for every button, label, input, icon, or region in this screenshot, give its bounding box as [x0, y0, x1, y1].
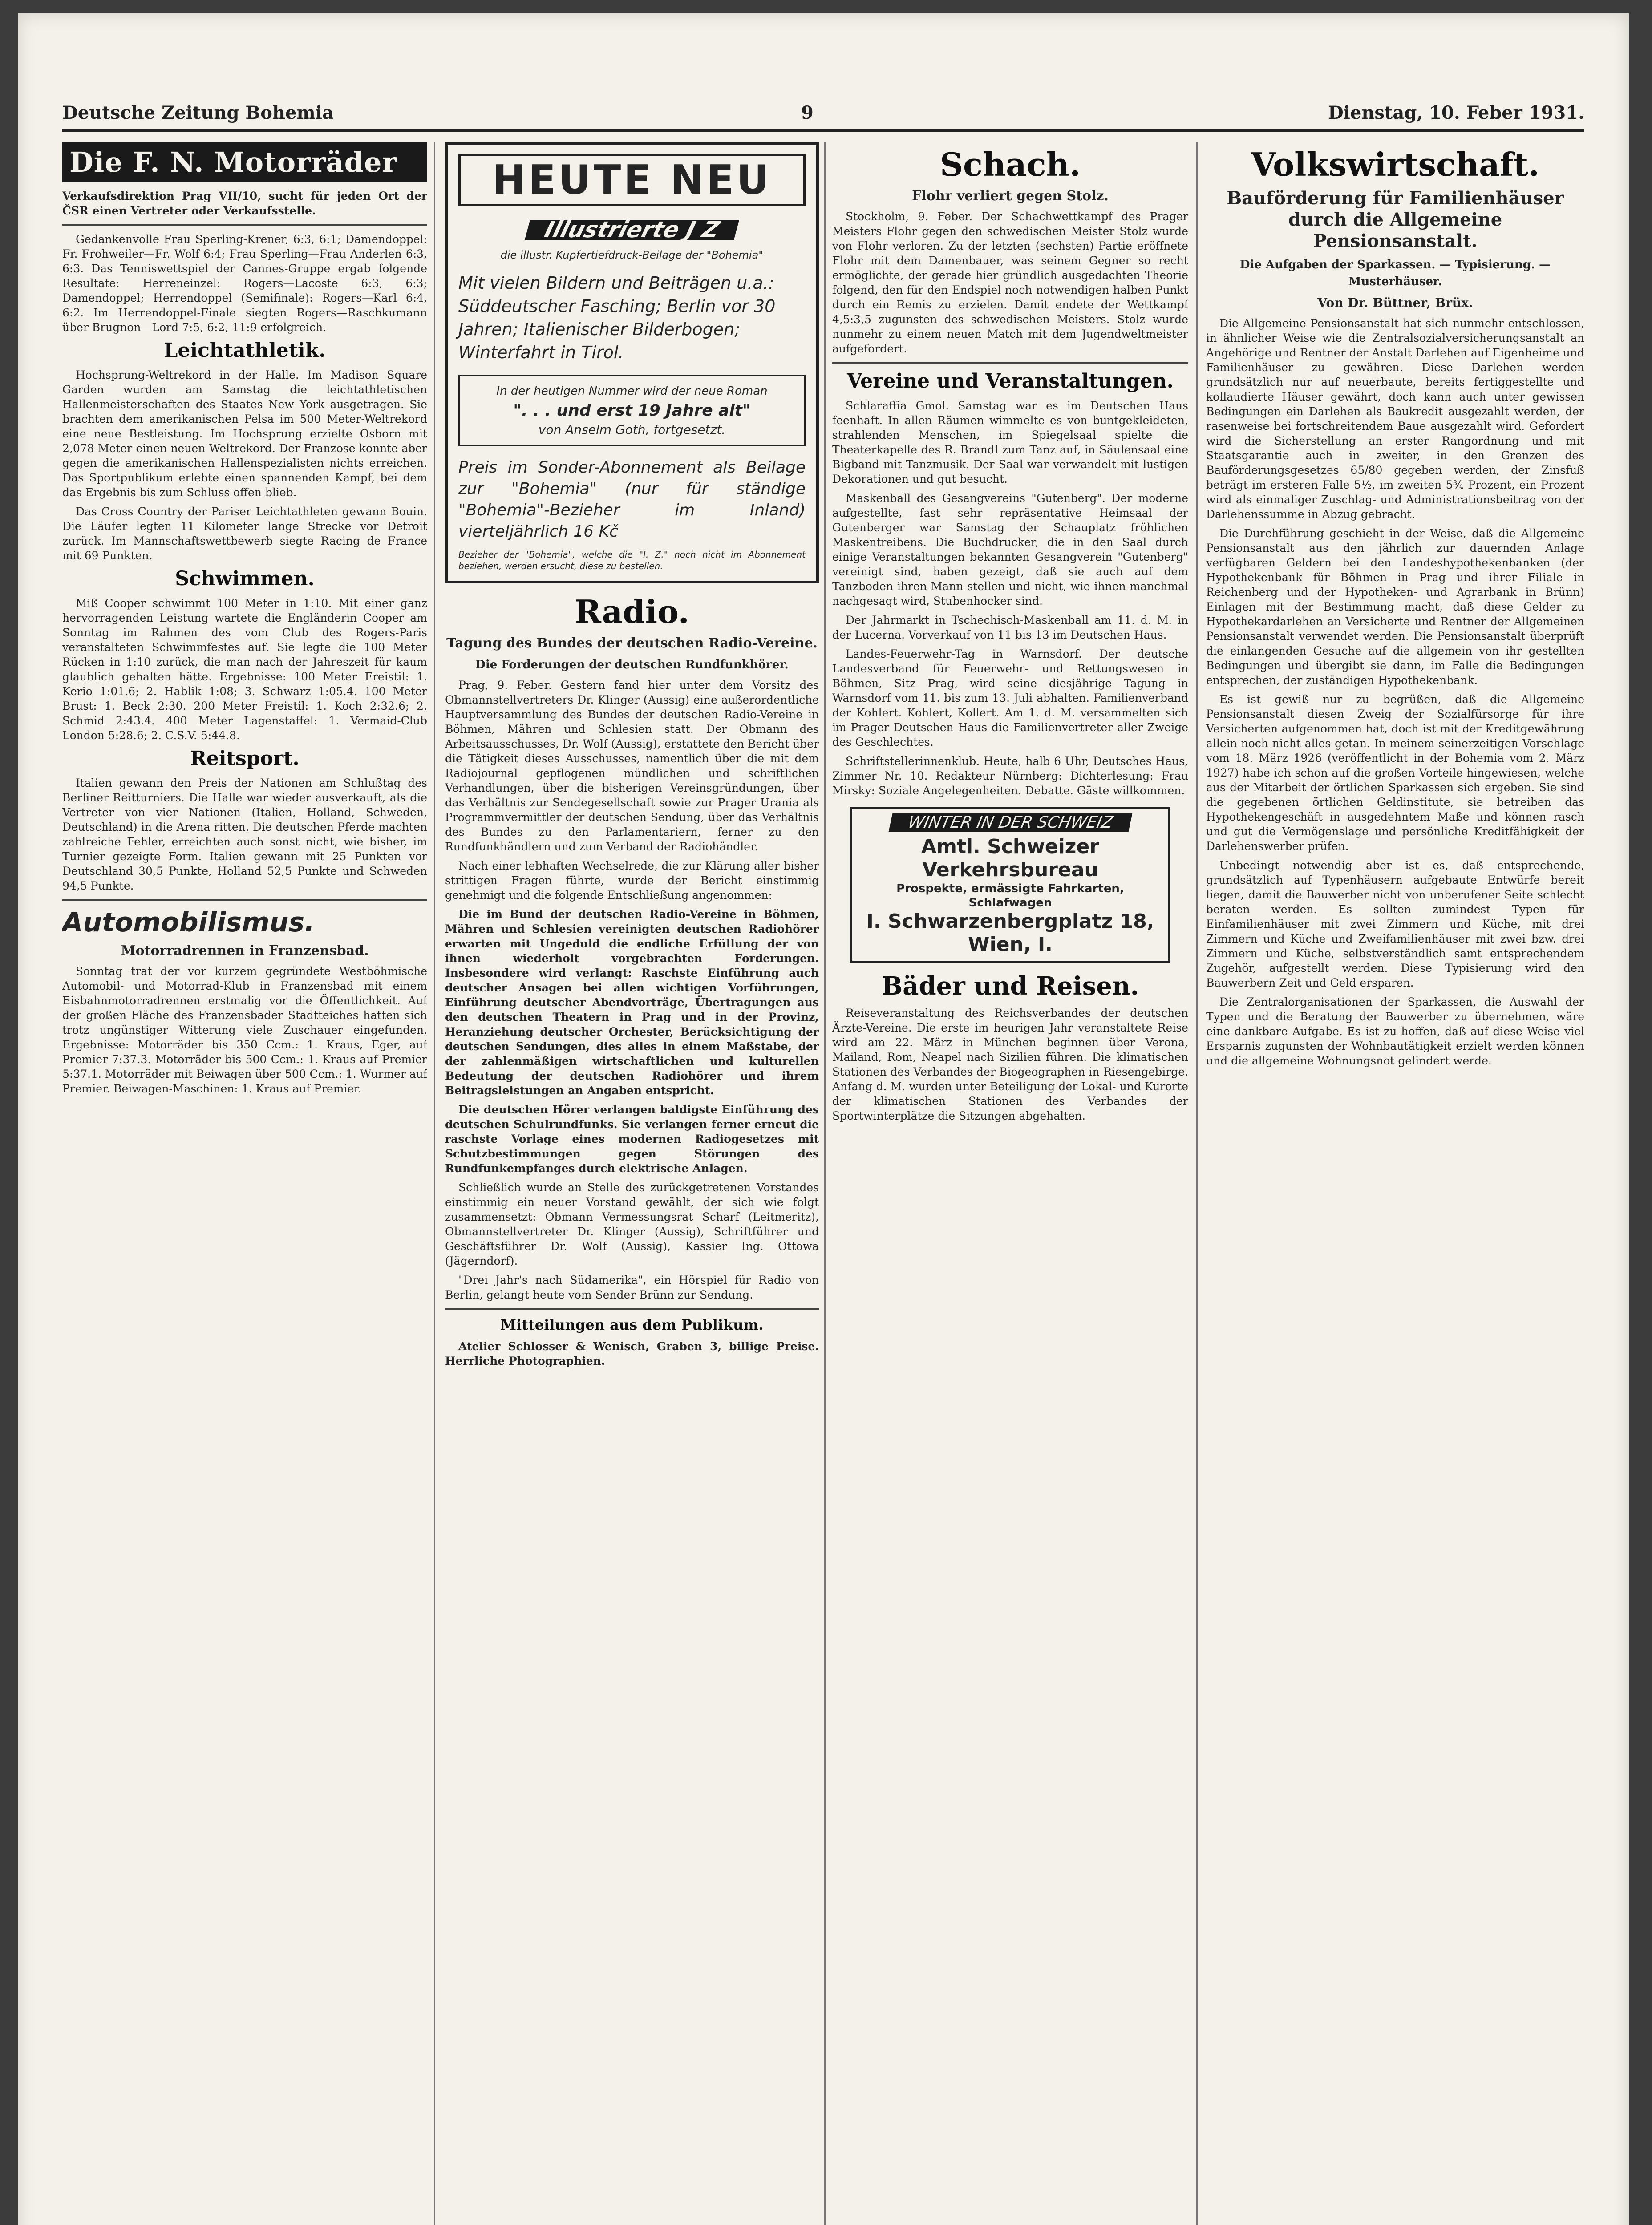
- volkswirtschaft-subheading-2: Die Aufgaben der Sparkassen. — Typisierung. — Musterhäuser.: [1239, 258, 1551, 288]
- illustrierte-beilage-ad: [445, 142, 819, 583]
- divider: [445, 1308, 819, 1310]
- leichtathletik-article: Hochsprung-Weltrekord in der Halle. Im Madison Square Garden wurden am Samstag die leichtathletischen Hallenmeisterschaften des Staates New York ausgetragen. Sie brachten dem amerikanischen Pelsa im 500 Meter-Weltrekord eine neue Bestleistung. Im Hochsprung erzielte Osborn mit 2,078 Meter einen neuen Weltrekord. Der Franzose konnte aber gegen die amerikanischen Hallenspezialisten nichts erreichen. Das Sportpublikum erlebte einen spannenden Kampf, bei dem das Ergebnis bis zum Schluss offen blieb.: [62, 368, 427, 499]
- newspaper-page: [18, 13, 1629, 2225]
- column-rule: [824, 142, 826, 2225]
- abonnement-price: Preis im Sonder-Abonnement als Beilage zur "Bohemia" (nur für ständige "Bohemia"-Bezieher im Inland) vierteljährlich 16 Kč: [458, 458, 806, 541]
- column-volkswirtschaft: [1206, 142, 1584, 2225]
- volkswirtschaft-p2: Die Durchführung geschieht in der Weise, daß die Allgemeine Pensionsanstalt aus den jährlich zur dauernden Anlage verfügbaren Geldern bei den Landeshypothekenbanken (der Hypothekenbank für Böhmen in Prag und ihrer Filiale in Reichenberg und der Hypotheken- und Agrarbank in Brünn) Einlagen mit der Bestimmung macht, daß diese Gelder zu Hypothekardarlehen an Versicherte und Rentner der Allgemeinen Pensionsanstalt verwendet werden. Die Pensionsanstalt überprüft die einlangenden Gesuche auf die allgemein von ihr gestellten Bedingungen und übergibt sie dann, im Falle die Bedingungen entsprechen, der zuständigen Hypothekenbank.: [1206, 527, 1584, 687]
- schwimmen-heading: Schwimmen.: [175, 567, 315, 590]
- masthead-newspaper-name: Deutsche Zeitung Bohemia: [62, 102, 334, 123]
- abonnement-fine-print: Bezieher der "Bohemia", welche die "I. Z." noch nicht im Abonnement beziehen, werden ersucht, diese zu bestellen.: [458, 549, 806, 571]
- roman-notice: [458, 375, 806, 446]
- radio-article-p1: Prag, 9. Feber. Gestern fand hier unter dem Vorsitz des Obmannstellvertreters Dr. Klinger (Aussig) eine außerordentliche Hauptversammlung des Bundes der deutschen Radio-Vereine in Böhmen, Mähren und Schlesien statt. Der Obmann des Arbeitsausschusses, Dr. Wolf (Aussig), erstattete den Bericht über die Tätigkeit dieses Ausschusses, namentlich über die mit dem Radiojournal gepflogenen mündlichen und schriftlichen Verhandlungen, über die bisherigen Vereinsgründungen, über das Verhältnis zur Sendegesellschaft sowie zur Prager Urania als Programmvermittler der deutschen Sendung, über das Verhältnis des Bundes zu den Parlamentariern, ferner zu den Rundfunkhändlern und zum Verband der Radiohändler.: [445, 679, 819, 853]
- radio-article-p5: Schließlich wurde an Stelle des zurückgetretenen Vorstandes einstimmig ein neuer Vorstand gewählt, der sich wie folgt zusammensetzt: Obmann Vermessungsrat Scharf (Leitmeritz), Obmannstellvertreter Dr. Klinger (Aussig), Schriftführer und Geschäftsführer Dr. Wolf (Aussig), Kassier Ing. Ottowa (Jägerndorf).: [445, 1181, 819, 1267]
- verkehrsbureau-services: Prospekte, ermässigte Fahrkarten, Schlafwagen: [896, 882, 1124, 910]
- radio-heading: Radio.: [575, 593, 689, 631]
- reitsport-heading: Reitsport.: [190, 747, 300, 770]
- masthead: [62, 102, 1584, 132]
- vereine-article-3: Der Jahrmarkt in Tschechisch-Maskenball am 11. d. M. in der Lucerna. Vorverkauf von 11 bis 13 im Deutschen Haus.: [832, 614, 1188, 641]
- radio-subheading: Tagung des Bundes der deutschen Radio-Vereine.: [446, 635, 818, 651]
- beilage-contents: Mit vielen Bildern und Beiträgen u.a.: Süddeutscher Fasching; Berlin vor 30 Jahren; Italienischer Bilderbogen; Winterfahrt in Tirol.: [458, 273, 776, 362]
- radio-resolution: Die im Bund der deutschen Radio-Vereine in Böhmen, Mähren und Schlesien vereinigten deutschen Radiohörer erwarten mit Ungeduld die endliche Erfüllung der von ihnen wiederholt vorgebrachten Forderungen. Insbesondere wird verlangt: Raschste Einführung auch deutscher Ansagen bei allen wichtigen Vorführungen, Einführung deutscher Abendvorträge, Übertragungen aus den deutschen Theatern in Prag und in der Provinz, Heranziehung deutscher Orchester, Berücksichtigung der deutschen Sendungen, dies alles in einem Maßstabe, der der zahlenmäßigen wirtschaftlichen und kulturellen Bedeutung der deutschen Radiohörer und ihrem Beitragsleistungen an Angaben entspricht.: [445, 908, 819, 1097]
- tennis-article: Gedankenvolle Frau Sperling-Krener, 6:3, 6:1; Damendoppel: Fr. Frohweiler—Fr. Wolf 6:4; Frau Sperling—Frau Anderlen 6:3, 6:3. Das Tenniswettspiel der Cannes-Gruppe ergab folgende Resultate: Herreneinzel: Rogers—Lacoste 6:3, 6:3; Damendoppel; Herrendoppel (Semifinale): Rogers—Karl 6:4, 6:2. Im Herrendoppel-Finale siegten Rogers—Raschkumann über Brugnon—Lord 7:5, 6:2, 11:9 erfolgreich.: [62, 233, 427, 334]
- schach-heading: Schach.: [939, 146, 1081, 183]
- mitteilungen-text: Atelier Schlosser & Wenisch, Graben 3, billige Preise. Herrliche Photographien.: [445, 1340, 819, 1367]
- vereine-article-4: Landes-Feuerwehr-Tag in Warnsdorf. Der deutsche Landesverband für Feuerwehr- und Rettungswesen in Böhmen, Sitz Prag, wird seine diesjährige Tagung in Warnsdorf vom 11. bis zum 13. Juli abhalten. Familienverband der Kohlert. Kohlert, Kollert. Am 1. d. M. versammelten sich im Prager Deutschen Haus die Familienvertreter aller Zweige des Geschlechtes.: [832, 647, 1188, 748]
- divider: [832, 362, 1188, 364]
- column-schach-vereine: [832, 142, 1188, 2225]
- iz-logo: [458, 217, 806, 243]
- iz-logo-text: Illustrierte J Z: [525, 220, 739, 240]
- automobilismus-article: Sonntag trat der vor kurzem gegründete Westböhmische Automobil- und Motorrad-Klub in Franzensbad mit einem Eisbahnmotorradrennen erstmalig vor die Öffentlichkeit. Auf der großen Fläche des Franzensbader Stadtteiches hatten sich trotz ungünstiger Witterung viele Zuschauer eingefunden. Ergebnisse: Motorräder bis 350 Ccm.: 1. Kraus, Eger, auf Premier 7:37.3. Motorräder bis 500 Ccm.: 1. Kraus auf Premier 5:37.1. Motorräder mit Beiwagen über 500 Ccm.: 1. Wurmer auf Premier. Beiwagen-Maschinen: 1. Kraus auf Premier.: [62, 965, 427, 1095]
- schach-subheading: Flohr verliert gegen Stolz.: [912, 188, 1109, 204]
- column-rule: [434, 142, 435, 2225]
- heute-neu-title: HEUTE NEU: [458, 154, 806, 206]
- radio-subheading-2: Die Forderungen der deutschen Rundfunkhörer.: [475, 658, 789, 672]
- fn-motorrad-ad-text: Verkaufsdirektion Prag VII/10, sucht für jeden Ort der ČSR einen Vertreter oder Verkaufsstelle.: [62, 190, 427, 217]
- beilage-caption: die illustr. Kupfertiefdruck-Beilage der "Bohemia": [500, 249, 764, 261]
- divider: [62, 899, 427, 901]
- volkswirtschaft-p1: Die Allgemeine Pensionsanstalt hat sich nunmehr entschlossen, in ähnlicher Weise wie die Zentralsozialversicherungsanstalt an Angehörige und Rentner der Anstalt Darlehen auf Eigenheime und Familienhäuser zu gewähren. Diese Darlehen werden grundsätzlich nur auf neuerbaute, bereits fertiggestellte und kollaudierte Häuser gewährt, doch kann auch unter gewissen Bedingungen ein Darlehen als Baukredit ausgezahlt werden, der rasenweise bei fortschreitendem Baue ausgezahlt wird. Gefordert wird die Sicherstellung an erster Rangordnung und mit Staatsgarantie auch in zweiter, in den Grenzen des Bauförderungsgesetzes 65/80 gegeben werden, der Zinsfuß beträgt im ersteren Falle 5½, im zweiten 5¾ Prozent, ein Prozent wird als einmaliger Zuschlag- und Administrationsbeitrag von der Darlehenssumme in Abzug gebracht.: [1206, 317, 1584, 521]
- mitteilungen-heading: Mitteilungen aus dem Publikum.: [500, 1316, 764, 1333]
- winter-schweiz-title: WINTER IN DER SCHWEIZ: [888, 813, 1132, 832]
- column-rule: [1196, 142, 1198, 2225]
- reitsport-article: Italien gewann den Preis der Nationen am Schlußtag des Berliner Reitturniers. Die Halle war wieder ausverkauft, als die Vertreter von vier Nationen (Italien, Holland, Schweden, Deutschland) in die Arena ritten. Die deutschen Pferde machten zahlreiche Fehler, erreichten auch sonst nicht, wie bisher, im Turnier gezeigte Form. Italien gewann mit 25 Punkten vor Deutschland 30,5 Punkte, Holland 52,5 Punkte und Schweden 94,5 Punkte.: [62, 777, 427, 892]
- divider: [62, 224, 427, 226]
- baeder-article: Reiseveranstaltung des Reichsverbandes der deutschen Ärzte-Vereine. Die erste im heurigen Jahr veranstaltete Reise wird am 22. März in München beginnen über Verona, Mailand, Rom, Neapel nach Sizilien führen. Die klimatischen Stationen des Verbandes der Biogeographen in Riesengebirge. Anfang d. M. wurden unter Beteiligung der Lokal- und Kurorte der klimatischen Stationen des Verbandes der Sportwinterplätze die Sitzungen abgehalten.: [832, 1007, 1188, 1122]
- schwimmen-article: Miß Cooper schwimmt 100 Meter in 1:10. Mit einer ganz hervorragenden Leistung wartete die Engländerin Cooper am Sonntag im Rahmen des vom Club des Rogers-Paris veranstalteten Schwimmfestes auf. Sie legte die 100 Meter Rücken in 1:10 zurück, die man nach der Jahreszeit für kaum glaublich gehalten hätte. Ergebnisse: 100 Meter Freistil: 1. Kerio 1:01.6; 2. Hablik 1:08; 3. Schwarz 1:05.4. 100 Meter Brust: 1. Beck 2:30. 200 Meter Freistil: 1. Koch 2:32.6; 2. Schmid 2:43.4. 400 Meter Lagenstaffel: 1. Vermaid-Club London 5:28.6; 2. C.S.V. 5:44.8.: [62, 597, 427, 742]
- column-radio: [445, 142, 819, 2225]
- fn-motorrad-ad-banner: Die F. N. Motorräder: [62, 142, 427, 182]
- volkswirtschaft-heading: Volkswirtschaft.: [1251, 146, 1540, 183]
- schweizer-verkehrsbureau-ad: [850, 807, 1170, 963]
- masthead-page-number: 9: [801, 102, 814, 123]
- radio-article-p6: "Drei Jahr's nach Südamerika", ein Hörspiel für Radio von Berlin, gelangt heute vom Sender Brünn zur Sendung.: [445, 1274, 819, 1301]
- vereine-article-2: Maskenball des Gesangvereins "Gutenberg". Der moderne aufgestellte, fast sehr repräsentative Heimsaal der Gutenberger war Samstag der Schauplatz fröhlichen Maskentreibens. Die Buchdrucker, die in den Saal durch einige Veranstaltungen bekannten Gesangverein "Gutenberg" vereinigt sind, haben gezeigt, daß sie auch auf dem Tanzboden ihren Mann stellen und nicht, wie ihnen manchmal nachgesagt wird, Stubenhocker sind.: [832, 492, 1188, 607]
- radio-article-p2: Nach einer lebhaften Wechselrede, die zur Klärung aller bisher strittigen Fragen führte, wurde der Bericht einstimmig genehmigt und die folgende Entschließung angenommen:: [445, 859, 819, 902]
- volkswirtschaft-p5: Die Zentralorganisationen der Sparkassen, die Auswahl der Typen und die Beratung der Bauwerber zu übernehmen, wäre eine dankbare Aufgabe. Es ist zu hoffen, daß auf diese Weise viel Ersparnis zugunsten der Wohnbautätigkeit erzielt werden können und die allgemeine Wohnungsnot gelindert werde.: [1206, 995, 1584, 1067]
- roman-author: von Anselm Goth, fortgesetzt.: [538, 422, 726, 437]
- volkswirtschaft-p4: Unbedingt notwendig aber ist es, daß entsprechende, grundsätzlich auf Typenhäusern aufgebaute Entwürfe bereit liegen, damit die Bauwerber nicht von unberufener Seite schlecht beraten werden. Es sollten zumindest Typen für Einfamilienhäuser mit zwei Zimmern und Küche, mit drei Zimmern und Küche und Zweifamilienhäuser mit zwei bzw. drei Zimmern und Küche, selbstverständlich samt entsprechendem Zugehör, aufgestellt werden. Diese Typisierung wird den Bauwerbern Zeit und Geld ersparen.: [1206, 859, 1584, 989]
- volkswirtschaft-subheading: Bauförderung für Familienhäuser durch die Allgemeine Pensionsanstalt.: [1227, 188, 1564, 251]
- article-byline: Von Dr. Büttner, Brüx.: [1317, 295, 1473, 310]
- automobilismus-heading: Automobilismus.: [62, 907, 315, 938]
- column-sports: [62, 142, 427, 2225]
- verkehrsbureau-name: Amtl. Schweizer Verkehrsbureau: [921, 835, 1099, 881]
- baeder-heading: Bäder und Reisen.: [881, 971, 1139, 1001]
- vereine-heading: Vereine und Veranstaltungen.: [847, 370, 1174, 392]
- motorradrennen-subheading: Motorradrennen in Franzensbad.: [121, 943, 369, 959]
- roman-title: ". . . und erst 19 Jahre alt": [513, 401, 751, 420]
- masthead-date: Dienstag, 10. Feber 1931.: [1328, 102, 1584, 123]
- leichtathletik-heading: Leichtathletik.: [164, 339, 326, 362]
- vereine-article-1: Schlaraffia Gmol. Samstag war es im Deutschen Haus feenhaft. In allen Räumen wimmelte es von buntgekleideten, strahlenden Menschen, im Spiegelsaal spielte die Theaterkapelle des R. Brandl zum Tanz auf, in Säulensaal eine Bigband mit Tanzmusik. Der Saal war verwandelt mit lustigen Dekorationen und gut besucht.: [832, 399, 1188, 485]
- vereine-article-5: Schriftstellerinnenklub. Heute, halb 6 Uhr, Deutsches Haus, Zimmer Nr. 10. Redakteur Nürnberg: Dichterlesung: Frau Mirsky: Soziale Angelegenheiten. Debatte. Gäste willkommen.: [832, 755, 1188, 797]
- schach-article: Stockholm, 9. Feber. Der Schachwettkampf des Prager Meisters Flohr gegen den schwedischen Meister Stolz wurde von Flohr verloren. Zu der letzten (sechsten) Partie eröffnete Flohr mit dem Damenbauer, was seinem Gegner so recht ermöglichte, der gerade hier gründlich ausgedachten Theorie folgend, den für den Endspiel noch notwendigen halben Punkt durch ein Remis zu erzielen. Damit endete der Wettkampf 4,5:3,5 zugunsten des schwedischen Meisters. Stolz wurde nunmehr zu einem neuen Match mit dem Jugendweltmeister aufgefordert.: [832, 210, 1188, 355]
- roman-notice-intro: In der heutigen Nummer wird der neue Roman: [496, 384, 768, 398]
- cross-country-article: Das Cross Country der Pariser Leichtathleten gewann Bouin. Die Läufer legten 11 Kilometer lange Strecke vor Detroit zurück. Im Mannschaftswettbewerb siegte Racing de France mit 69 Punkten.: [62, 505, 427, 562]
- radio-resolution-2: Die deutschen Hörer verlangen baldigste Einführung des deutschen Schulrundfunks. Sie verlangen ferner erneut die raschste Vorlage eines modernen Radiogesetzes mit Schutzbestimmungen gegen Störungen des Rundfunkempfanges durch elektrische Anlagen.: [445, 1103, 819, 1175]
- verkehrsbureau-address: I. Schwarzenbergplatz 18, Wien, I.: [866, 910, 1154, 956]
- volkswirtschaft-p3: Es ist gewiß nur zu begrüßen, daß die Allgemeine Pensionsanstalt diesen Zweig der Sozialfürsorge für ihre Versicherten aufgenommen hat, doch ist mit der Kreditgewährung allein noch nicht alles getan. In meinem seinerzeitigen Vorschlage vom 18. März 1926 (veröffentlicht in der Bohemia vom 2. März 1927) habe ich schon auf die großen Vorteile hingewiesen, welche aus der Mitarbeit der örtlichen Sparkassen sich ergeben. Sie sind die gegebenen örtlichen Geldinstitute, sie betreiben das Hypothekengeschäft in ausgedehntem Maße und können rasch und gut die Vermögenslage und persönliche Kreditfähigkeit der Darlehenswerber prüfen.: [1206, 693, 1584, 853]
